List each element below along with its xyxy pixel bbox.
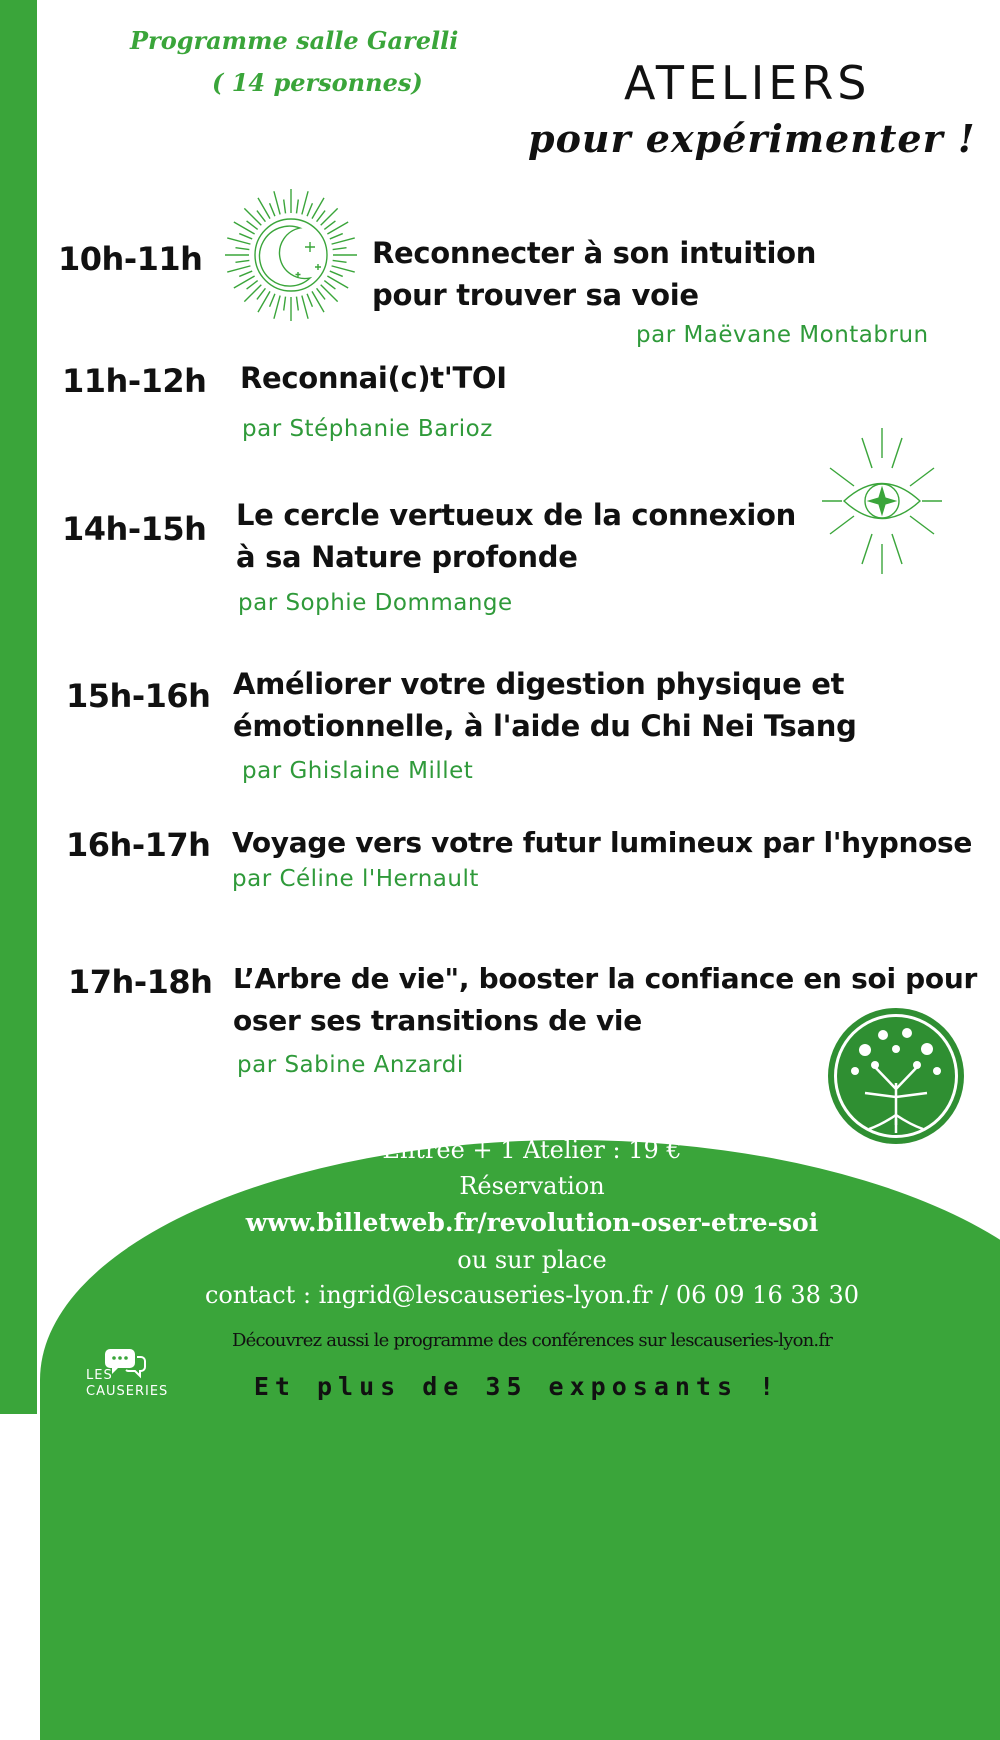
logo-line: CAUSERIES (86, 1384, 169, 1399)
session-title (372, 232, 816, 316)
logo-line: LES (86, 1368, 113, 1383)
ray (235, 248, 249, 250)
ray (910, 516, 934, 534)
ray (830, 468, 854, 486)
ray (234, 222, 255, 234)
ray (332, 266, 355, 272)
moon-sun-icon (218, 182, 364, 328)
ray (302, 296, 308, 319)
session-title (240, 357, 507, 399)
session-speaker: par Sophie Dommange (238, 590, 513, 616)
session-speaker: par Stéphanie Barioz (242, 416, 493, 442)
left-green-bar (0, 0, 37, 1414)
ray (892, 534, 902, 564)
page-subtitle: pour expérimenter ! (528, 116, 976, 161)
session-speaker: par Maëvane Montabrun (636, 322, 929, 348)
ray (284, 297, 286, 311)
program-venue: Programme salle Garelli (130, 26, 459, 55)
ray (257, 288, 266, 299)
ray (321, 208, 338, 225)
session-title (236, 494, 796, 578)
ray (247, 281, 258, 290)
session-time: 11h-12h (62, 362, 207, 400)
ray (274, 296, 280, 319)
ray (330, 234, 343, 239)
ray (234, 276, 255, 288)
ray (270, 203, 275, 216)
logo-text (86, 1368, 168, 1400)
ray (296, 297, 298, 311)
ray (910, 468, 934, 486)
ray (239, 271, 252, 276)
conferences-note: Découvrez aussi le programme des conférences sur lescauseries-lyon.fr (231, 1330, 833, 1351)
session-title-line: Reconnai(c)t'TOI (240, 361, 507, 395)
contact-info: contact : ingrid@lescauseries-lyon.fr / 06 09 16 38 30 (204, 1281, 860, 1309)
ray (227, 238, 250, 244)
price-info: Entrée + 1 Atelier : 19 € (382, 1136, 682, 1164)
session-title-line: L’Arbre de vie", booster la confiance en soi pour (233, 962, 978, 995)
ray (258, 198, 270, 219)
ray (312, 198, 324, 219)
ray (307, 294, 312, 307)
reservation-link[interactable]: www.billetweb.fr/revolution-oser-etre-soi (245, 1208, 819, 1237)
ray (333, 248, 347, 250)
ray (239, 234, 252, 239)
ray (284, 199, 286, 213)
tree-of-life-icon (825, 1005, 967, 1147)
ray (317, 288, 326, 299)
session-speaker: par Ghislaine Millet (242, 758, 474, 784)
onsite-label: ou sur place (457, 1246, 607, 1274)
ray (244, 285, 261, 302)
ray (296, 199, 298, 213)
session-title-line: oser ses transitions de vie (233, 1004, 642, 1037)
session-speaker: par Sabine Anzardi (237, 1052, 464, 1078)
page-title: ATELIERS (624, 56, 871, 110)
ray (327, 276, 348, 288)
ray (862, 534, 872, 564)
ray (247, 221, 258, 230)
ray (312, 291, 324, 312)
ray (324, 281, 335, 290)
exhibitors-note: Et plus de 35 exposants ! (253, 1372, 781, 1401)
eye-icon (822, 428, 942, 574)
session-time: 16h-17h (66, 826, 211, 864)
ray (302, 191, 308, 214)
ray (892, 438, 902, 468)
ray (324, 221, 335, 230)
ray (258, 291, 270, 312)
reservation-label: Réservation (459, 1172, 605, 1200)
ray (317, 211, 326, 222)
session-title-line: Améliorer votre digestion physique et (233, 667, 845, 701)
session-title-line: Le cercle vertueux de la connexion (236, 498, 797, 532)
ray (830, 516, 854, 534)
session-time: 15h-16h (66, 677, 211, 715)
ray (270, 294, 275, 307)
ray (235, 260, 249, 262)
ray (244, 208, 261, 225)
ray (333, 260, 347, 262)
session-title-line: Reconnecter à son intuition (372, 236, 817, 270)
ray (321, 285, 338, 302)
session-title (232, 822, 972, 864)
ray (332, 238, 355, 244)
session-time: 17h-18h (68, 963, 213, 1001)
ray (307, 203, 312, 216)
session-time: 14h-15h (62, 510, 207, 548)
session-title-line: pour trouver sa voie (372, 278, 699, 312)
session-title-line: à sa Nature profonde (236, 540, 578, 574)
session-title-line: émotionnelle, à l'aide du Chi Nei Tsang (233, 709, 857, 743)
ray (862, 438, 872, 468)
session-time: 10h-11h (58, 240, 203, 278)
session-speaker: par Céline l'Hernault (232, 866, 479, 892)
ray (274, 191, 280, 214)
session-title-line: Voyage vers votre futur lumineux par l'hypnose (232, 826, 973, 859)
ray (227, 266, 250, 272)
ray (257, 211, 266, 222)
ray (327, 222, 348, 234)
program-capacity: ( 14 personnes) (212, 68, 423, 97)
ray (330, 271, 343, 276)
session-title (233, 663, 857, 747)
